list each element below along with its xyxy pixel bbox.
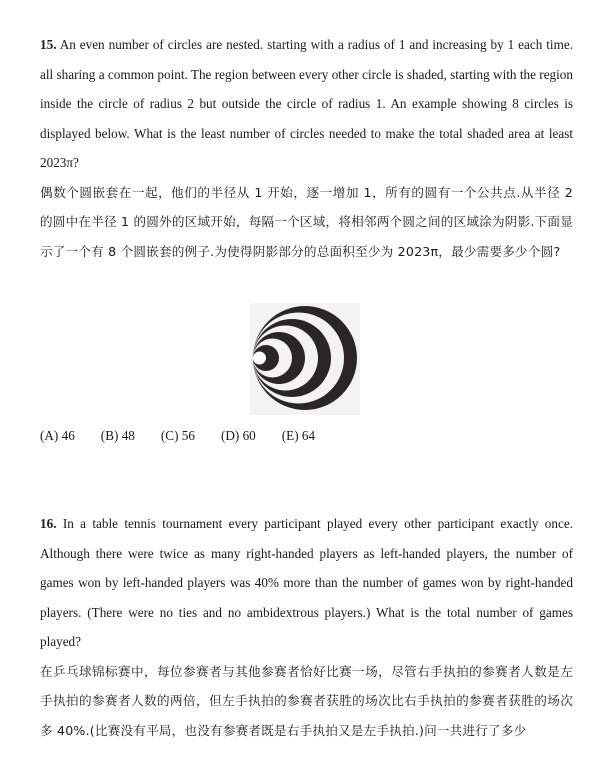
nested-circles-figure — [250, 303, 360, 415]
choice-e: (E) 64 — [281, 428, 316, 443]
nested-circles-svg — [250, 303, 360, 415]
choice-c: (C) 56 — [160, 428, 195, 443]
question-15-en-text: An even number of circles are nested. starting with a radius of 1 and increasing by 1 each time. all sharing a common point. The region between every other circle is shaded, starting with the region inside the circle of radius 2 but outside the circle of radius 1. An example showing 8 circles is displayed below. What is the least number of circles needed to make the total shaded area at least 2023π? — [40, 37, 573, 170]
question-15-english — [40, 30, 573, 178]
question-16 — [40, 509, 573, 745]
answer-choices-15 — [40, 421, 341, 451]
question-16-chinese: 在乒乓球锦标赛中，每位参赛者与其他参赛者恰好比赛一场，尽管右手执拍的参赛者人数是左手执拍的参赛者人数的两倍，但左手执拍的参赛者获胜的场次比右手执拍的参赛者获胜的场次多 40%.(比赛没有平局，也没有参赛者既是右手执拍又是左手执拍.)问一共进行了多少 — [40, 663, 573, 738]
question-15 — [40, 30, 573, 266]
question-16-en-text: In a table tennis tournament every participant played every other participant exactly once. Although there were twice as many right-handed players as left-handed players, the number of games won by left-handed players was 40% more than the number of games won by right-handed players. (There were no ties and no ambidextrous players.) What is the total number of games played? — [40, 516, 573, 649]
choice-d: (D) 60 — [220, 428, 256, 443]
question-16-number: 16. — [40, 516, 57, 531]
question-16-english — [40, 509, 573, 657]
question-15-number: 15. — [40, 37, 57, 52]
question-15-chinese: 偶数个圆嵌套在一起，他们的半径从 1 开始，逐一增加 1，所有的圆有一个公共点.从半径 2 的圆中在半径 1 的圆外的区域开始，每隔一个区域，将相邻两个圆之间的区域涂为阴影.下面显示了一个有 8 个圆嵌套的例子.为使得阴影部分的总面积至少为 2023π，最少需要多少个圆? — [40, 184, 573, 259]
choice-b: (B) 48 — [100, 428, 135, 443]
choice-a: (A) 46 — [40, 428, 75, 443]
